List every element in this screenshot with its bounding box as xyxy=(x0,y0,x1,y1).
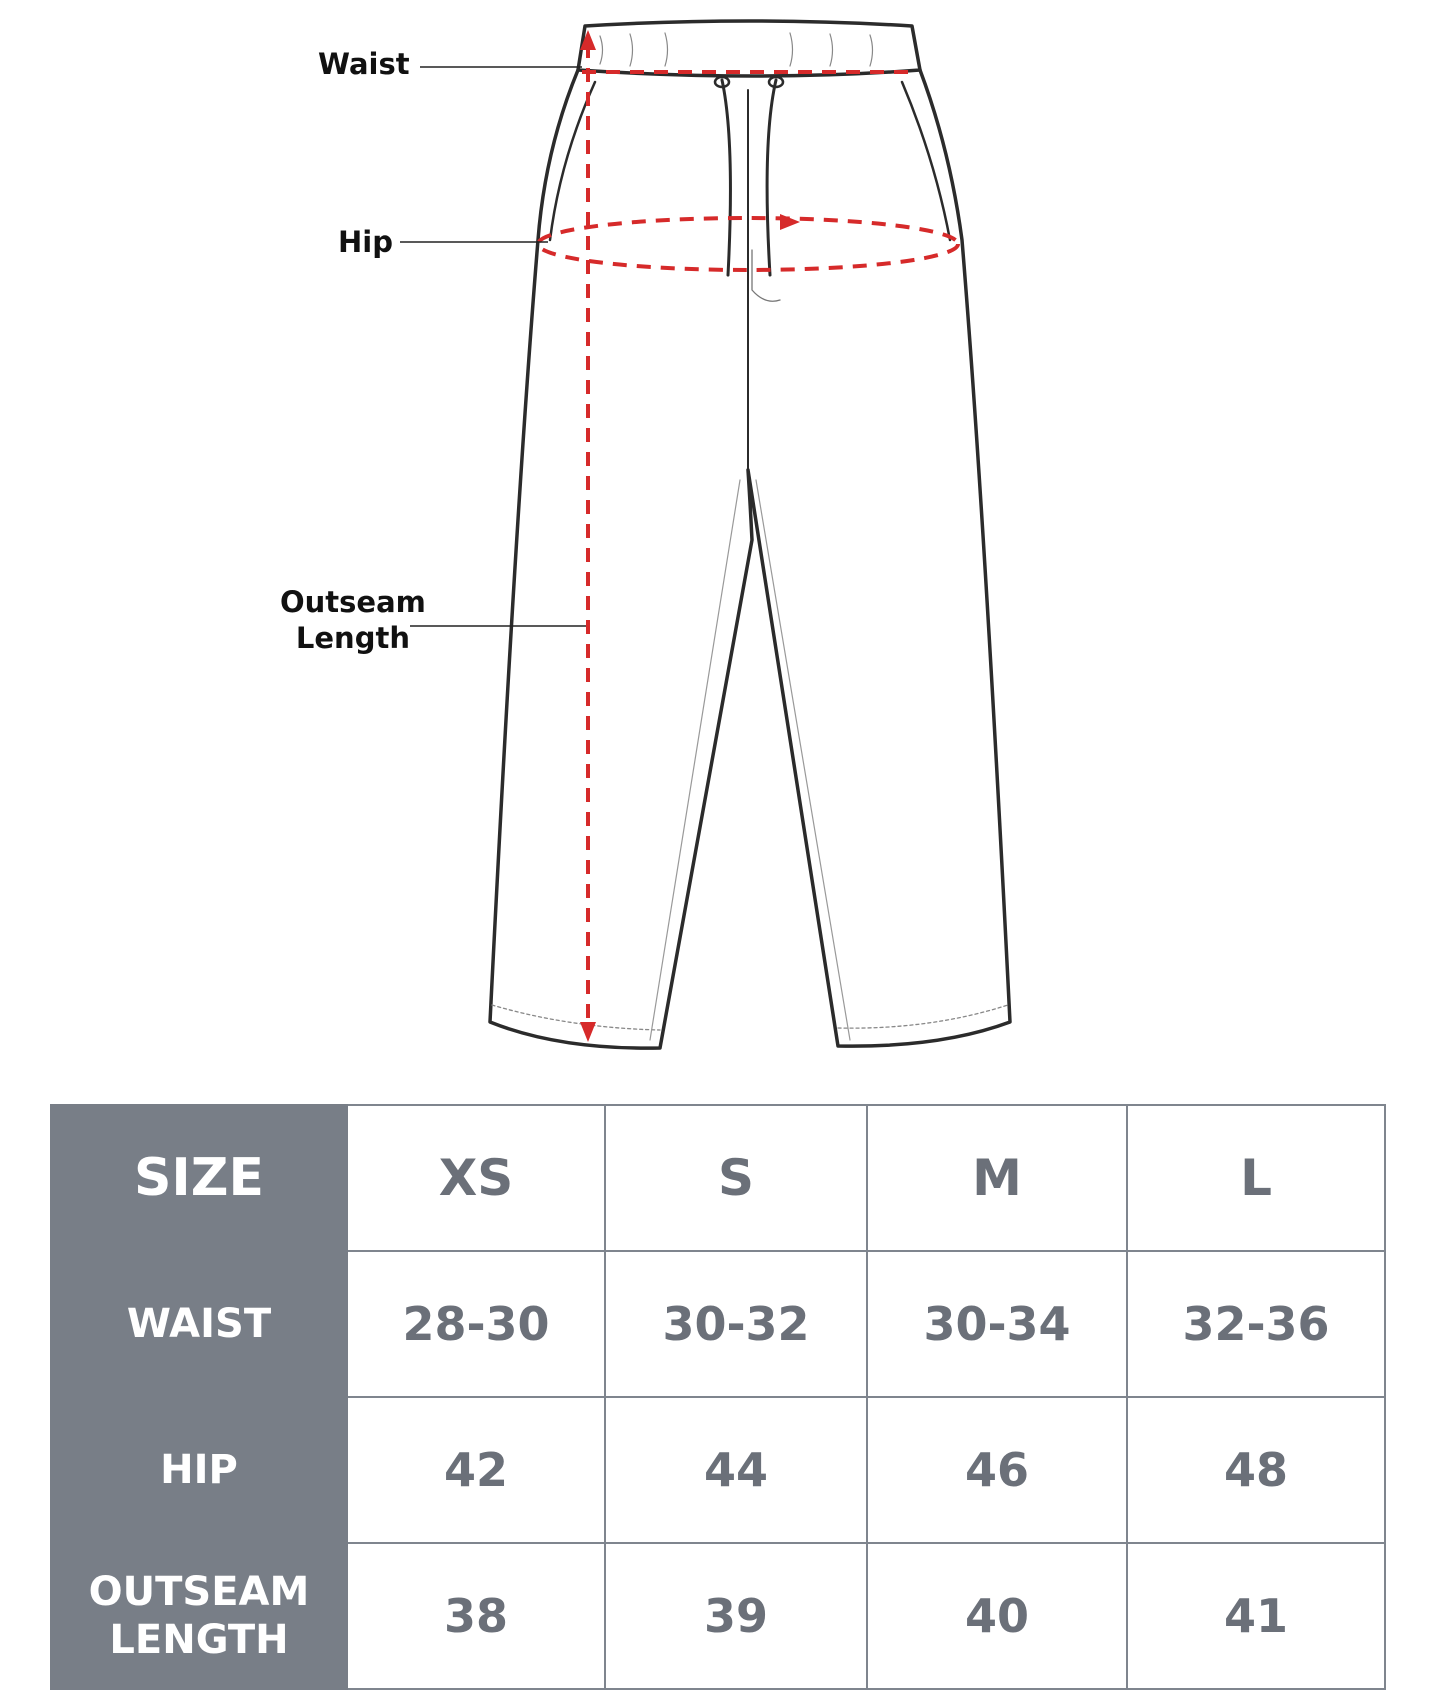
size-chart-table xyxy=(50,1104,1386,1690)
right-inseam-stitch xyxy=(756,480,850,1040)
table-cell: 48 xyxy=(1127,1397,1385,1543)
size-s: S xyxy=(605,1105,867,1251)
table-cell: 46 xyxy=(867,1397,1127,1543)
table-cell: 28-30 xyxy=(347,1251,605,1397)
table-cell: 39 xyxy=(605,1543,867,1689)
left-drawstring xyxy=(722,80,730,275)
table-cell: 30-34 xyxy=(867,1251,1127,1397)
table-cell: 30-32 xyxy=(605,1251,867,1397)
waistband-outline xyxy=(578,21,920,76)
table-cell: 38 xyxy=(347,1543,605,1689)
table-cell: 42 xyxy=(347,1397,605,1543)
hip-row-label xyxy=(51,1397,347,1543)
waist-row xyxy=(51,1251,1385,1397)
outseam-arrow-bottom xyxy=(580,1022,596,1042)
right-hem xyxy=(838,1005,1008,1028)
size-l: L xyxy=(1127,1105,1385,1251)
table-cell: 40 xyxy=(867,1543,1127,1689)
table-cell: 44 xyxy=(605,1397,867,1543)
table-cell: 41 xyxy=(1127,1543,1385,1689)
hip-label: Hip xyxy=(338,225,393,259)
right-drawstring xyxy=(767,80,776,275)
size-m: M xyxy=(867,1105,1127,1251)
fly-stitch xyxy=(752,250,780,301)
waist-row-label xyxy=(51,1251,347,1397)
hip-row-label-text: HIP xyxy=(160,1447,238,1493)
waist-row-label-text: WAIST xyxy=(126,1301,272,1347)
waist-label: Waist xyxy=(318,47,410,81)
outseam-row xyxy=(51,1543,1385,1689)
left-inseam-stitch xyxy=(650,480,740,1040)
size-header-row xyxy=(51,1105,1385,1251)
outseam-length-label xyxy=(280,584,426,656)
hip-arrow xyxy=(780,214,800,230)
left-hem xyxy=(492,1005,660,1030)
outseam-label-line1: Outseam xyxy=(280,585,426,619)
hip-row xyxy=(51,1397,1385,1543)
outseam-row-label-line2: LENGTH xyxy=(109,1617,289,1663)
outseam-row-label xyxy=(51,1543,347,1689)
pants-outline xyxy=(490,70,1010,1048)
right-pocket xyxy=(902,82,950,240)
outseam-label-line2: Length xyxy=(295,621,410,655)
size-xs: XS xyxy=(347,1105,605,1251)
outseam-row-label-line1: OUTSEAM xyxy=(88,1569,310,1615)
table-cell: 32-36 xyxy=(1127,1251,1385,1397)
size-header-label: SIZE xyxy=(51,1105,347,1251)
